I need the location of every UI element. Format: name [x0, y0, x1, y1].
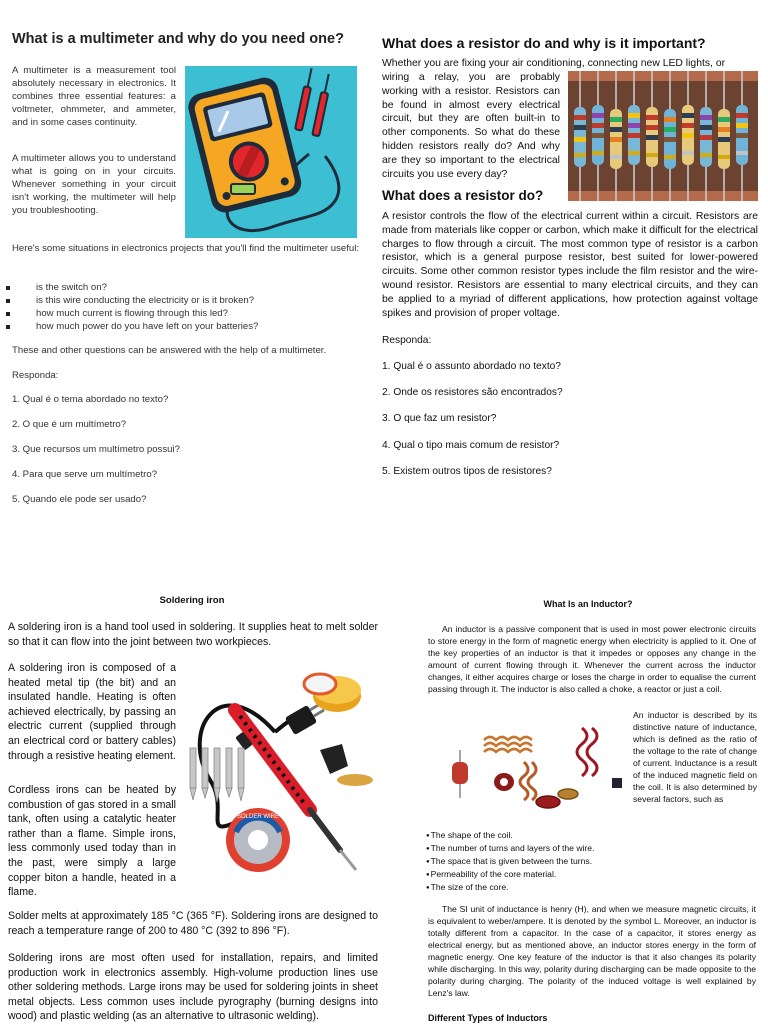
list-item: ● Permeability of the core material. — [426, 868, 594, 881]
soldering-composition-paragraph: A soldering iron is composed of a heated metal tip (the bit) and an insulated handle. Heating is often achieved electrically, by passing an electric current (supplied through an electrical cord or battery cables) through a resistive heating element. — [8, 662, 176, 762]
resistor-question-3: 3. O que faz um resistor? — [382, 413, 497, 424]
multimeter-illustration-icon — [185, 66, 357, 238]
soldering-intro-paragraph: A soldering iron is a hand tool used in soldering. It supplies heat to melt solder so that it can flow into the joint between two workpieces. — [8, 621, 378, 648]
soldering-iron-article — [0, 585, 384, 1024]
inductor-intro-paragraph: An inductor is a passive component that is used in most power electronic circuits to store energy in the form of magnetic energy when electricity is applied to it. One of the key properties of an inductor is that it impedes or opposes any change in the amount of current flowing through it. Whenever the current across the inductor changes, it either acquires charge or loses the charge in order to equalise the current passing through it. The inductor is also called a choke, a reactor or just a coil. — [428, 624, 756, 694]
multimeter-question-3: 3. Que recursos um multímetro possui? — [12, 444, 180, 455]
inductor-title: What Is an Inductor? — [543, 599, 633, 609]
multimeter-intro-paragraph: A multimeter is a measurement tool absolutely necessary in electronics. It combines three essential features: a voltmeter, ohmmeter, and ammeter, and in some cases continuity. — [12, 65, 176, 128]
resistor-question-1: 1. Qual é o assunto abordado no texto? — [382, 361, 561, 372]
resistor-intro-paragraph: wiring a relay, you are probably working with a resistor. Resistors can be found in almost every electrical circuit, but they are often built-in to other components. So what do these hidden resistors really do? And why are they so important to the electrical circuits you use every day? — [382, 72, 560, 180]
inductor-inductance-paragraph: An inductor is described by its distinctive nature of inductance, which is defined as the ratio of the voltage to the rate of change of current. Inductance is a result of the induced magnetic field on the coil. It is also determined by several factors, such as — [633, 710, 757, 804]
soldering-kit-photo-icon — [180, 670, 380, 880]
inductor-types-subtitle: Different Types of Inductors — [428, 1013, 548, 1023]
resistor-responda-label: Responda: — [382, 335, 432, 346]
multimeter-usage-paragraph: A multimeter allows you to understand what is going on in your circuits. Whenever something in your circuit isn't working, the multimeter will help you troubleshooting. — [12, 153, 176, 216]
soldering-cordless-paragraph: Cordless irons can be heated by combustion of gas stored in a small tank, often using a catalytic heater rather than a flame. Simple irons, less commonly used today than in the past, were simply a large copper biton a handle, heated in a flame. — [8, 784, 176, 899]
list-item: how much current is flowing through this led? — [4, 307, 258, 320]
resistor-question-2: 2. Onde os resistores são encontrados? — [382, 387, 563, 398]
soldering-temperature-paragraph: Solder melts at approximately 185 °C (365 °F). Soldering irons are designed to reach a temperature range of 200 to 480 °C (392 to 896 °F). — [8, 910, 378, 937]
soldering-title: Soldering iron — [159, 595, 225, 606]
list-item: is the switch on? — [4, 281, 258, 294]
resistor-worksheet — [378, 0, 768, 560]
list-item: ● The space that is given between the turns. — [426, 855, 594, 868]
multimeter-title: What is a multimeter and why do you need one? — [12, 31, 344, 47]
list-item: how much power do you have left on your batteries? — [4, 320, 258, 333]
inductor-factors-list — [426, 829, 594, 894]
list-item: ● The size of the core. — [426, 881, 594, 894]
multimeter-question-4: 4. Para que serve um multímetro? — [12, 469, 158, 480]
multimeter-responda-label: Responda: — [12, 370, 59, 381]
resistors-photo-icon — [568, 71, 758, 201]
multimeter-summary-paragraph: These and other questions can be answered with the help of a multimeter. — [12, 345, 327, 356]
resistor-title: What does a resistor do and why is it important? — [382, 35, 706, 51]
multimeter-worksheet — [0, 0, 378, 560]
inductor-article — [408, 585, 768, 1024]
inductor-si-unit-paragraph: The SI unit of inductance is henry (H), and when we measure magnetic circuits, it is equivalent to weber/ampere. It is denoted by the symbol L. Moreover, an inductor is totally different from a capacitor. In the case of a capacitor, it stores energy as electrical energy, but as mentioned above, an inductor stores energy in the form of magnetic energy. One key feature of the inductor is that it also changes its polarity while discharging. In this way, polarity during discharging can be made opposite to the polarity during charging. The polarity of the induced voltage is well explained by Lenz's law. — [428, 904, 756, 998]
multimeter-question-5: 5. Quando ele pode ser usado? — [12, 494, 147, 505]
multimeter-situations-paragraph: Here's some situations in electronics projects that you'll find the multimeter useful: — [12, 243, 360, 254]
inductors-photo-icon — [436, 720, 628, 820]
multimeter-question-1: 1. Qual é o tema abordado no texto? — [12, 394, 169, 405]
resistor-intro-line: Whether you are fixing your air conditioning, connecting new LED lights, or — [382, 58, 726, 69]
resistor-question-4: 4. Qual o tipo mais comum de resistor? — [382, 440, 560, 451]
soldering-uses-paragraph: Soldering irons are most often used for installation, repairs, and limited production work in electronics assembly. High-volume production lines use other soldering methods. Large irons may be used for soldering joints in sheet metal objects. Less common uses include pyrography (burning designs into wood) and plastic welding (as an alternative to ultrasonic welding). — [8, 952, 378, 1023]
multimeter-situations-list — [4, 281, 258, 333]
resistor-question-5: 5. Existem outros tipos de resistores? — [382, 466, 552, 477]
list-item: ● The shape of the coil. — [426, 829, 594, 842]
solder-spool-label: SOLDER WIRE — [236, 814, 280, 820]
resistor-body-paragraph: A resistor controls the flow of the electrical current within a circuit. Resistors are made from materials like copper or carbon, which make it difficult for the electrical charges to flow through a circuit. The most common type of resistor is a carbon resistor, which is a general purpose resistor, best suited for lower-powered circuits. Some other common resistor types include the film resistor and the wire-wound resistor. Resistors are essential to many electrical circuits, and they can be applied to a myriad of different applications, how protection against voltage spikes and provision of proper voltage. — [382, 211, 758, 319]
list-item: is this wire conducting the electricity or is it broken? — [4, 294, 258, 307]
resistor-subtitle: What does a resistor do? — [382, 188, 544, 203]
multimeter-question-2: 2. O que é um multímetro? — [12, 419, 127, 430]
list-item: ● The number of turns and layers of the wire. — [426, 842, 594, 855]
